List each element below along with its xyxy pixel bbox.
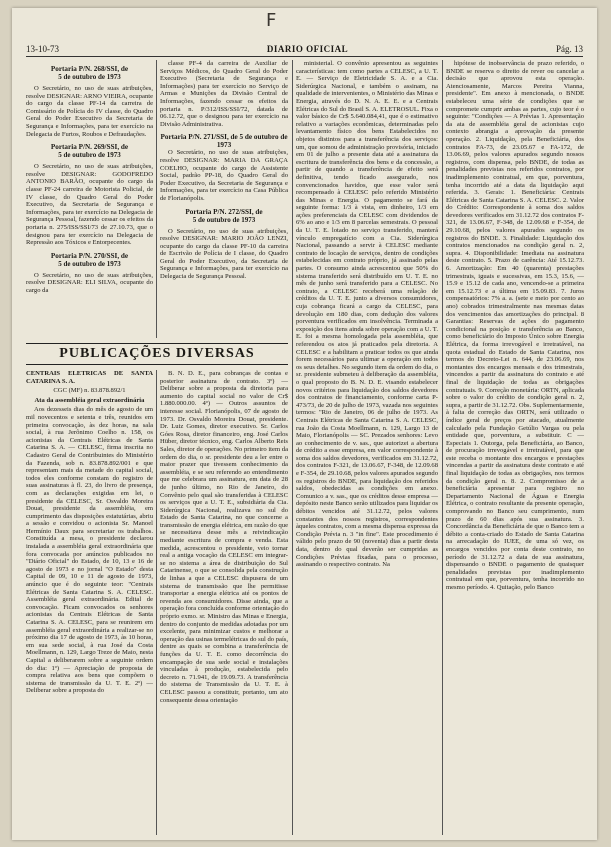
column-rule [442, 60, 443, 835]
portaria-269-title: Portaria P/N. 269/SSI, de [50, 143, 129, 152]
column-2 [160, 60, 288, 340]
minutes-title: Ata da assembléia geral extraordinária [34, 396, 145, 404]
portaria-271-title: Portaria P/N. 271/SSI, de 5 de outubro de 1973 [160, 133, 288, 150]
newspaper-page [12, 8, 597, 840]
portaria-272-title: Portaria P/N. 272/SSI, de [185, 207, 263, 216]
minutes-body-2: B. N. D. E., para cobranças de contas e posterior assinatura de contrato. 3º) — Deliberar sobre a proposta da diretoria para aumento do capital social no valor de Cr$ 1.880.000.00. 4º) — Outros assuntos de interesse social. Florianópolis, 07 de agosto de 1973. Dr. Osvaldo Moreira Douat, presidente. Dr. Luiz Gomes, diretor executivo. Sr. Carlos Góes Rosa, diretor financeiro, eng. José Carlos Hüber, diretor técnico, eng. Carlos Alberto Reis Sales, diretor de operações. No primeiro item da ordem do dia, o sr. presidente deu a ler entre o maior prazer que tivessem conhecimento da assembléia, e se seu referendo ao entendimento que me celebrara um assinatura, em data de 28 de junho último, no Rio de Janeiro, do Convênio pelo qual são transferidas à CELESC os serviços que a U. T. E., subsidiária da Cia. Siderúrgica Nacional, realizava no sul do Estado de Santa Catarina, no que concerne a transmissão de energia elétrica, em razão do que se necessitava desse mês a reivindicação mediante escritura de compra e venda. Esta medida, acrescentou o presidente, veio tornar real a antiga vocação da CELESC em integrar-se no sistema a área de distribuição do Sul Catarinense, o que se consolida pela construção de linhas a que a CELESC dispusera de um sistema de transmissão que lhe permitisse transportar a energia elétrica até os pontos de revenda aos consumidores. Disse ainda, que a operação fora concluída conforme orientação do próprio exmo. sr. Ministro das Minas e Energia, dentro do conjunto de medidas adotadas por um excelente, para minimizar custos e melhorar a operação das usinas termelétricas do sul do país, dentre as quais se combina a transferência de funções da U. T. E. como decorrência do encampação de sua sede social e instalações vinculadas à produção, estabelecida pelo decreto n. 71.941, de 19.09.73. A transferência do sistema de Transmissão da U. T. E. à CELESC passou a constituir, portanto, um ato consequente dessa orientação [160, 370, 288, 704]
minutes-body-1: Aos dezesseis dias do mês de agosto de um mil novecentos e setenta e três, reunidos em primeira convocação, às dez horas, na sala social, à rua Jerônimo Coelho n. 158, os acionistas da Centrais Elétricas de Santa Catarina S. A. — CELESC, firma inscrita no Cadastro Geral de Contribuintes do Ministério da Fazenda, sob n. 83.878.892/001 e que representam mais da metade do capital social, todos eles conforme constam do registro de suas assinaturas à fl. 23, do livro de presença, com as declarações exigidas em lei, o presidente da CELESC, Sr. Osvaldo Moreira Douat, presidente da assembléia, em cumprimento das disposições estatutárias, abriu a sessão e convidou o acionista Sr. Manoel Hermínio Daux para secretariar os trabalhos. Constituída a mesa, o presidente declarou instalada a assembléia geral extraordinária que fora convocada por anúncios publicados no "Diário Oficial" do Estado, de 10, 13 e 16 de agosto de 1973 e no jornal "O Estado" desta Capital de 09, 10 e 11 de agosto de 1973, anúncio que é do seguinte teor: "Centrais Elétricas de Santa Catarina S. A. CELESC. Assembléia geral extraordinária. Edital de convocação. Ficam convocados os senhores acionistas da Centrais Elétricas de Santa Catarina S. A. CELESC, para se reunirem em assembléia geral extraordinária a realizar-se no próximo dia 17 de agosto de 1973, às 10 horas, em sua sede social, à rua José da Costa Moellmann, n. 129, Largo Treze de Maio, nesta Capital a deliberarem sobre a seguinte ordem do dia: 1º) — Apreciação de proposta de compra relativa aos bens que compõem o sistema de transmissão da U. T. E. 2º) — Deliberar sobre a proposta do [26, 406, 153, 695]
header-page-number: Pág. 13 [555, 44, 583, 54]
column-rule [156, 370, 157, 835]
company-cgc: CGC (MF) n. 83.878.892/1 [53, 387, 126, 395]
column-1 [26, 60, 153, 340]
column-6 [446, 60, 584, 835]
column-rule [156, 60, 157, 338]
portaria-269-date: 5 de outubro de 1973 [58, 151, 121, 160]
portaria-270-continued: classe PF-4 da carreira de Auxiliar de Serviços Médicos, do Quadro Geral do Poder Executivo (Secretaria de Segurança e Informações) para ter exercício no Serviço de Armas e Munições da Divisão Central de Informações, fazendo cessar os efeitos da portaria n. P/312/ISS/SSI/72, datada de 06.12.72, que o designou para ter exercício na Divisão Administrativa. [160, 60, 288, 128]
column-5 [296, 60, 438, 835]
portaria-268-body: O Secretário, no uso de suas atribuições, resolve DESIGNAR: ARNO VIEIRA, ocupante do cargo da classe PF-14 da carreira de Comissário de Polícia do IV classe, do Quadro Geral do Poder Executivo da Secretaria de Segurança e Informações, para ter exercício na Delegacia de Furtos, Roubos e Defraudações. [26, 85, 153, 138]
header-date: 13-10-73 [26, 44, 59, 54]
column-3 [26, 370, 153, 835]
handwritten-mark: F [266, 10, 277, 31]
header-title: DIARIO OFICIAL [266, 44, 349, 54]
portaria-272-body: O Secretário, no uso de suas atribuições, resolve DESIGNAR: MARIO JOÃO LENZI, ocupante do cargo da classe PF-10 da carreira de Escrivão de Polícia de I classe, do Quadro Geral do Poder Executivo, da Secretaria de Segurança e Informações, para ter exercício na Delegacia de Segurança Pessoal. [160, 227, 288, 281]
minutes-body-4: hipótese de inobservância de prazo referido, o BNDE se reserva o direito de rever ou cancelar a decisão que aprovou esta operação. Atenciosamente, Marcos Pereira Vianna, presidente". Em anexo à mencionada, o BNDE estabeleceu uma série de condições que se compromete cumprir ambas as partes, cujo teor é o seguinte: "Condições — A Prévias 1. Apresentação da ata de assembléia geral de acionistas cujo contexto abrangia a aprovação da presente operação. 2. Liquidação, pela Beneficiária, dos contratos FA-73, de 23.05.67 e FA-172, de 13.06.69, pelos valores apurados segundo nossos registros, com dispensa, pelo BNDE, de todas as penalidades previstas nos referidos contratos, por inadimplemento contratual, em que, porventura, tenha incorrido até a data da liquidação aqui referida. 3. Gerais: 1. Beneficiária: Centrais Elétricas de Santa Catarina S. A. CELESC. 2. Valor do Crédito: Correspondente à soma dos saldos devedores verificados em 31.12.72 dos contratos F-321, de 13.06.67, F-348, de 12.09.68 e F-354, de 29.10.68, pelos valores apurados segundo os registros do BNDE. 3. Finalidade: Liquidação dos contratos mencionados na condição geral n. 2, supra. 4. Disponibilidade: Imediata na assinatura deste contrato. 5. Prazo de carência: Até 15.12.73. 6. Amortização: Em 40 (quarenta) prestações trimestrais, iguais e sucessivas, em 15.3, 15.6, — 15.9 e 15.12 de cada ano, vencendo-se a primeira em 15.12.73 e a última em 15.09.83. 7. Juros compensatórios: 7% a. a. (sete e meio por cento ao ano) cobrados trimestralmente nas mesmas datas dos vencimentos das amortizações do principal. 8 Garantias: Reservas de ações do pagamento condicional na posição e transferência ao Banco, como beneficiário do Imposto Único sobre Energia Elétrica, da forma irrevogável e irretratável, na quota estadual do Estado de Santa Catarina, nos termos do Decreto-Lei n. 644, de 23.06.69, nos montantes dos encargos mensais e dos trimestrais, vincendos a partir da assinatura do contrato e até final de liquidação de todas as obrigações contratuais. 9. Correção monetária: ORTN, aplicada sobre o valor do crédito de condição geral n. 2, supra, a partir de 31.12.72. Obs. Suplementarmente, à falta de correção das ORTN, será utilizado o índice geral de preços por atacado, atualmente calculado pela Fundação Getúlio Vargas ou pela entidade que, porventura, a substituir. C — Especiais 1. Outorga, pela Beneficiária, ao Banco, de procuração irrevogável e irretratável, para que este receba o montante dos encargos e prestações vincendas a partir da assinatura deste contrato e até final liquidação de todas as obrigações, nos termos da condição geral n. 8. 2. Compromisso de a beneficiária apresentar para registro no Departamento Nacional de Águas e Energia Elétrica, o contrato resultante da presente operação, comprovando no Banco seu cumprimento, num prazo de 60 dias após sua assinatura. 3. Concordância da Beneficiária de que o Banco tem a débito a conta-criado do Estado de Santa Catarina na arrecadação do IUEE, de uma só vez, os encargos vencidos por conta deste contrato, no período de 31.12.72 a data de sua assinatura, dispensando o BNDE o pagamento de quaisquer penalidades previstas por inadimplemento contratual em que, porventura, tenha incorrido no mesmo período. 4. Quitação, pelo Banco [446, 60, 584, 591]
portaria-270-body: O Secretário, no uso de suas atribuições, resolve DESIGNAR: ELI SILVA, ocupante do cargo da [26, 271, 153, 294]
portaria-269-body: O Secretário, no uso de suas atribuições, resolve DESIGNAR: GODOFREDO ANTONIO BARÃO, ocupante do cargo da classe PF-24 carreira de Motorista Policial, de IV classe, do Quadro Geral do Poder Executivo, da Secretaria de Segurança e Informações, para ter exercício na Delegacia de Segurança Pessoal, fazendo cessar os efeitos da portaria n. 275/ISS/SSI/73 de 27.10.73, que o designou para ter exercício na Delegacia de Repressão aos Tóxicos e Entorpecentes. [26, 163, 153, 247]
portaria-268-date: 5 de outubro de 1973 [58, 73, 121, 81]
page-header [26, 40, 583, 57]
section-title: PUBLICAÇÕES DIVERSAS [26, 343, 288, 365]
company-heading: CENTRAIS ELETRICAS DE SANTA CATARINA S. A. [26, 370, 153, 385]
column-4 [160, 370, 288, 835]
portaria-270-title: Portaria P/N. 270/SSI, de [50, 251, 129, 260]
portaria-268-title: Portaria P/N. 268/SSI, de [50, 65, 129, 73]
minutes-body-3: ministerial. O convênio apresentou as seguintes características: tem como partes a CELESC, a U. T. E. — Serviço de Eletricidade S. A. e a Cia. Siderúrgica Nacional, e também o assinam, na qualidade de intervenientes, o Ministério das Minas e Energia, através do D. N. A. E. E. e a Centrais Elétricas do Sul do Brasil S. A. ELETROSUL. Fixa o valor básico de Cr$ 5.640.084,41, que é o estimativo relativo a variações econômicas, determinadas pelo levantamento físico dos bens Estabelecidos no objetos distintos para a transferência dos serviços: um, que somou de administração provisória, iniciado em 01 de julho a presente data até a assinatura da escritura de transferência dos bens e da concessão, a partir de quando a transferência de efeito será definitiva, tendo ficado assegurado, nos convencionados havidos, que esse valor será recompensado à CELESC pelo referido Ministério das Minas e Energia. O pagamento se fará da seguinte forma: 1/3 à vista, em dinheiro, 1/3 em ações preferenciais da CELESC com dividendos de 6% ao ano e 1/3 em 8 parcelas semestrais. O pessoal da U. T. E. lotado no serviço transferido, manterá vínculo empregatício com a Cia. Siderúrgica Nacional, passando a servir à CELESC mediante contrato de locação de serviços, dentro de condições estabelecidas em contrato próprio, já assinado pelas partes. O consumo ainda acrescentou que 50% do sistema transferido será distribuído em U. T. E. no mês de junho será transferido para a CELESC. No contrato, a CELESC receberá uma relação de créditos da U. T. E. junto a diversos consumidores, cuja cobrança ficará a cargo da CELESC, para devolução em 180 dias, com dedução dos valores porventura verificados em insolvência. Terminada a exposição dos itens ainda sobre operação com a U. T. E. foi a mesma homologada pela assembléia, que referendou os atos já praticados pela diretoria. A CELESC e a habilitam a praticar todos os que ainda forem necessários para ultimar a operação em todos os seus detalhes. No segundo item da ordem do dia, o sr. presidente submeteu à deliberação da assembléia, o qual proposto do B. N. D. E. visando estabelecer novos critérios para liquidação dos saldos devedores dos contratos de financiamento, conforme carta P-473/73, de 20 de julho de 1973, vazada nos seguintes termos: "Rio de Janeiro, 06 de julho de 1973. As Centrais Elétricas de Santa Catarina S. A. CELESC, rua João da Costa Moellmann, n. 129, Largo 13 de Maio, Florianópolis — SC. Prezados senhores: Levo ao conhecimento de v. sas., que autorizei a abertura de crédito a esse empresa, em valor correspondente à soma dos saldos devedores, verificados em 31.12.72, dos contratos F-321, de 13.06.67, F-348, de 12.09.68 e F-354, de 29.10.68, pelos valores apurados segundo os registros do BNDE, para liquidação dos referidos saldos, obedecidas as condições em anexo. Comunico a v. sas., que os créditos desse empresa — depósito neste Banco serão utilizados para liquidar os débitos vencidos até 31.12.72, pelos valores constantes dos nossos registros, correspondentes àqueles contratos, com a mesma dispensa expressa da Condição Prévia n. 3 "in fine". Este procedimento é válido pelo prazo de 90 (noventa) dias a partir desta data, dentro do qual deverão ser cumpridas as Condições Prévias fixadas, para o processo, assinando o respectivo contrato. Na [296, 60, 438, 569]
portaria-271-body: O Secretário, no uso de suas atribuições, resolve DESIGNAR: MARIA DA GRAÇA COELHO, ocupante do cargo de Assistente Social, padrão PP-18, do Quadro Geral do Poder Executivo, da Secretaria de Segurança e Informações, para ter exercício na Casa Pública de Florianópolis. [160, 149, 288, 202]
portaria-270-date: 5 de outubro de 1973 [58, 259, 121, 268]
portaria-272-date: 5 de outubro de 1973 [192, 215, 256, 224]
column-rule [292, 60, 293, 835]
